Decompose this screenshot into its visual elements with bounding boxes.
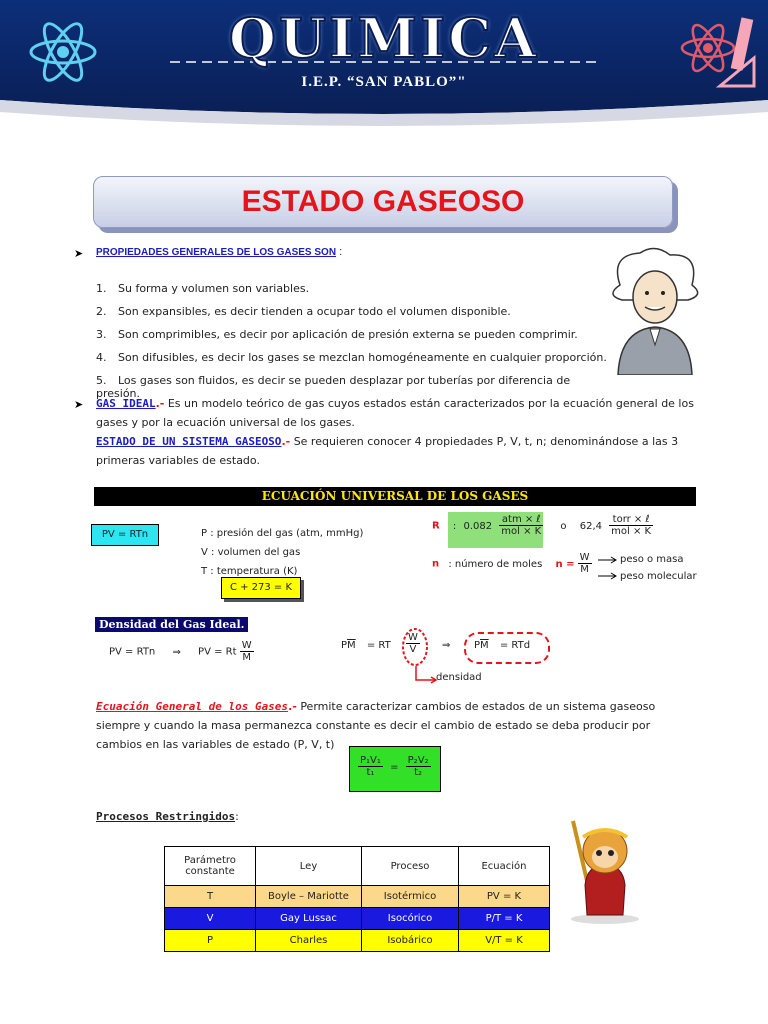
list-item: 3. Son comprimibles, es decir por aplicación de presión externa se pueden comprimir. xyxy=(96,328,578,341)
universal-equation-box: PV = RTn xyxy=(91,524,159,546)
header-subtitle: I.E.P. “SAN PABLO”" xyxy=(301,74,467,90)
table-header: Parámetro constante xyxy=(165,847,256,886)
table-cell: Isobárico xyxy=(362,930,459,952)
peso-masa: peso o masa xyxy=(620,554,684,565)
table-cell: PV = K xyxy=(459,886,550,908)
table-cell: P/T = K xyxy=(459,908,550,930)
densidad-eq1: PV = RTn ⇒ PV = Rt $\frac{W}{M}$ xyxy=(109,640,252,663)
list-item: 4. Son difusibles, es decir los gases se mezclan homogéneamente en cualquier proporción. xyxy=(96,351,607,364)
kelvin-box: C + 273 = K xyxy=(221,577,301,599)
table-row xyxy=(165,886,550,908)
procesos-heading-line: Procesos Restringidos: xyxy=(96,810,239,823)
gas-ideal-term: GAS IDEAL xyxy=(96,397,156,410)
table-cell: V xyxy=(165,908,256,930)
table-row xyxy=(165,930,550,952)
general-equation: $\frac{\text{P₁V₁}}{\text{t₁}}$ = $\frac{\text{P₂V₂}}{\text{t₂}}$ xyxy=(360,755,429,778)
table-header: Ley xyxy=(256,847,362,886)
props-list xyxy=(96,282,616,400)
header-banner xyxy=(0,0,768,130)
var-t: T : temperatura (K) xyxy=(201,566,298,577)
general-term: Ecuación General de los Gases xyxy=(96,700,289,713)
densidad-eq3: $P\overline{M}$ = RTd xyxy=(474,640,531,651)
table-cell: V/T = K xyxy=(459,930,550,952)
general-text: Permite caracterizar cambios de estados de un sistema gaseoso siempre y cuando la masa permanezca constante es decir el cambio de estado se deba producir por cambios en las variables de estado (P, V, t) xyxy=(96,700,656,751)
table-header: Ecuación xyxy=(459,847,550,886)
header-title: QUIMICA xyxy=(228,6,540,70)
arrows-icon xyxy=(596,556,620,580)
table-header-row xyxy=(165,847,550,886)
estado-text: Se requieren conocer 4 propiedades P, V, t, n; denominándose a las 3 primeras variables de estado. xyxy=(96,435,679,467)
table-row xyxy=(165,908,550,930)
variables-list xyxy=(201,524,363,581)
section-band: ECUACIÓN UNIVERSAL DE LOS GASES xyxy=(94,487,696,506)
estado-paragraph: ESTADO DE UN SISTEMA GASEOSO.- Se requieren conocer 4 propiedades P, V, t, n; denominándose a las 3 primeras variables de estado. xyxy=(96,435,679,467)
scientist-illustration xyxy=(600,245,710,375)
var-p: P : presión del gas (atm, mmHg) xyxy=(201,528,364,539)
densidad-arrow: ⇒ xyxy=(442,640,451,651)
densidad-eq2: $P\overline{M}$ = RT xyxy=(341,640,391,651)
n-definition: n : número de moles n = $\frac{W}{M}$ xyxy=(432,552,590,575)
table-cell: Boyle – Mariotte xyxy=(256,886,362,908)
densidad-heading: Densidad del Gas Ideal. xyxy=(95,617,248,632)
table-header: Proceso xyxy=(362,847,459,886)
page-title: ESTADO GASEOSO xyxy=(241,185,525,218)
table-cell: T xyxy=(165,886,256,908)
var-v: V : volumen del gas xyxy=(201,547,301,558)
general-paragraph: Ecuación General de los Gases.- Permite caracterizar cambios de estados de un sistema gaseoso siempre y cuando la masa permanezca constante es decir el cambio de estado se deba producir por cambios en las variables de estado (P, V, t) xyxy=(96,700,656,751)
table-cell: Isocórico xyxy=(362,908,459,930)
table-cell: Charles xyxy=(256,930,362,952)
props-heading-line xyxy=(96,246,342,258)
table-cell: Isotérmico xyxy=(362,886,459,908)
gas-ideal-paragraph: GAS IDEAL.- Es un modelo teórico de gas cuyos estados están caracterizados por la ecuación general de los gases y por la ecuación universal de los gases. xyxy=(96,397,694,429)
r-constant: R : 0.082 $\frac{\text{atm × ℓ}}{\text{mol × K}}$ o 62,4 $\frac{\text{torr × ℓ}}{\text{mol × K}}$ xyxy=(432,514,652,537)
title-box xyxy=(93,176,673,228)
list-item: 1. Su forma y volumen son variables. xyxy=(96,282,310,295)
props-colon: : xyxy=(339,246,343,258)
table-cell: Gay Lussac xyxy=(256,908,362,930)
densidad-fraction: $\frac{W}{V}$ xyxy=(408,632,418,655)
bullet-arrow-icon: ➤ xyxy=(74,247,84,260)
peso-molecular: peso molecular xyxy=(620,571,697,582)
character-illustration xyxy=(565,815,645,925)
densidad-label: densidad xyxy=(436,672,482,683)
list-item: 2. Son expansibles, es decir tienden a ocupar todo el volumen disponible. xyxy=(96,305,511,318)
estado-term: ESTADO DE UN SISTEMA GASEOSO xyxy=(96,435,282,448)
table-cell: P xyxy=(165,930,256,952)
procesos-table xyxy=(164,846,550,952)
gas-ideal-text: Es un modelo teórico de gas cuyos estados están caracterizados por la ecuación general de los gases y por la ecuación universal de los gases. xyxy=(96,397,694,429)
procesos-heading: Procesos Restringidos xyxy=(96,810,236,823)
bullet-arrow-icon: ➤ xyxy=(74,398,84,411)
props-heading: PROPIEDADES GENERALES DE LOS GASES SON xyxy=(96,247,337,258)
list-item: 5. Los gases son fluidos, es decir se pueden desplazar por tuberías por diferencia de presión. xyxy=(96,374,571,400)
